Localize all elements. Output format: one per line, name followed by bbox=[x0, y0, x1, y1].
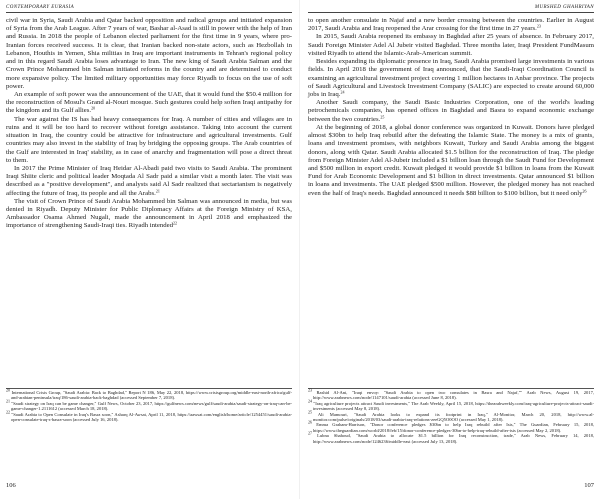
footnote: $^{21}$ "Saudi strategy on Iraq can be game changer," Gulf News, October 23, 2017, https://gulfnews.com/news/gulf/saudi-arabia/saudi-strategy-on-iraq-can-be-game-changer-1.2111612 (accessed March 18, 2018). bbox=[6, 398, 293, 412]
right-paragraph-1: to open another consulate in Najaf and a new border crossing between the countries. Earlier in August 2017, Saudi Arabia and Iraq reopened the Arar crossing for the first time in 27 years.$^{23}$ bbox=[308, 17, 594, 33]
left-paragraph-4: In 2017 the Prime Minister of Iraq Heidar Al-Abadi paid two visits to Saudi Arabia. The prominent Iraqi Shiite cleric and political leader Moqtada Al Sadr paid a similar visit a month later. The visit was described as a "positive development", and analysts said Al Sadr realized that sectarianism is negatively affecting the future of Iraq, its people and all the Arabs.$^{21}$ bbox=[6, 164, 292, 197]
left-paragraph-5: The visit of Crown Prince of Saudi Arabia Mohammed bin Salman was announced in media, but was denied in Riyadh. Deputy Minister for Public Diplomacy Affairs at the Foreign Ministry of KSA, Ambassador Osama Ahmed Nugali, made the announcement in April 2018 and emphasized the importance of strengthening Saudi-Iraqi ties. Riyadh intended$^{22}$ bbox=[6, 197, 292, 230]
footnote-ref: 21 bbox=[155, 188, 160, 194]
right-body-text bbox=[308, 17, 594, 198]
page-number-right: 107 bbox=[584, 482, 594, 489]
running-head-right: MURSHED GHAHRIYAN bbox=[308, 3, 594, 13]
footnote: $^{22}$ "Saudi Arabia to Open Consulate in Iraq's Basra soon," Asharq Al-Awsat, April 11, 2018, https://aawsat.com/english/home/article/1254451/saudi-arabia-open-consulate-iraq-s-basra-soon (accessed July 16, 2018). bbox=[6, 409, 293, 423]
running-head-left: CONTEMPORARY EURASIA bbox=[6, 3, 292, 13]
left-paragraph-3: The war against the IS has had heavy consequences for Iraq. A number of cities and villages are in ruins and it will be too hard to recover without foreign assistance. Taking into account the current situation in Iraq, the country could be attractive for infrastructure and agricultural investments. Gulf countries may also invest in the stability of Iraq by bridging the opposing groups. The Arab countries of the Gulf are interested in Iraq' stability, as in case of anarchy and fragmentation will pose a direct threat to them. bbox=[6, 115, 292, 164]
footnote-ref: 24 bbox=[340, 89, 345, 95]
footnote-ref: 20 bbox=[91, 105, 96, 111]
right-paragraph-3: Besides expanding its diplomatic presence in Iraq, Saudi Arabia promised large investments in various fields. In April 2018 the government of Iraq announced, that the Saudi-Iraqi Coordination Council is examining an agricultural investment project covering 1 million hectares in Anbar province. The projects of Saudi Agricultural and Livestock Investment Company (SALIC) are expected to create around 60,000 jobs in Iraq.$^{24}$ bbox=[308, 58, 594, 98]
right-page bbox=[300, 0, 600, 499]
footnote: $^{23}$ Rashid Al-Ani, "Iraqi envoy: "Saudi Arabia to open two consulates in Basra and Najaf,"" Arab News, August 19, 2017, http://www.arabnews.com/node/1147101/saudi-arabia (accessed June 8, 2018). bbox=[308, 387, 594, 401]
left-footnotes bbox=[6, 388, 292, 422]
right-paragraph-2: In 2015, Saudi Arabia reopened its embassy in Baghdad after 25 years of absence. In February 2017, Saudi Foreign Minister Adel Al Jubeir visited Baghdad. Three months later, Iraqi President FundMasum visited Riyadh to attend the Islamic-Arab-American summit. bbox=[308, 33, 594, 57]
footnote-ref: 23 bbox=[536, 23, 541, 29]
footnote: $^{27}$ Lubna Shahoud, "Saudi Arabia to allocate $1.5 billion for Iraq reconstruction, trade," Arab News, February 14, 2018, http://www.arabnews.com/node/1246236/middle-east (accessed July 13, 2018). bbox=[308, 430, 594, 444]
left-body-text bbox=[6, 17, 292, 231]
footnote-ref: 22 bbox=[173, 220, 178, 226]
left-paragraph-1: civil war in Syria, Saudi Arabia and Qatar backed opposition and radical groups and initiated expansion of Syria from the Arab League. After 7 years of war, Bashar al-Asad is still in power with the help of Iran and Russia. In 2018 the people of Lebanon elected parliament for the first time in 9 years, where pro-Iranian forces received success. It is clear, that Iranian backed non-state actors, such as Hezbollah in Lebanon, Houthis in Yemen, Shia militias in Iraq are important instruments in Tehran's regional policy and in this regard Saudi Arabia loses advantage to Iran. The new king of Saudi Arabia Salman and the Crown Prince Mohammed bin Salman initiated reforms in the country and are determined to conduct more expansive policy. The limited military opportunities may force Riyadh to focus on the use of soft power. bbox=[6, 17, 292, 90]
footnote-ref: 25 bbox=[380, 114, 385, 120]
footnote: $^{24}$ "Iraq agriculture projects attract Saudi investments," The Arab Weekly, April 15, 2018, https://thearabweekly.com/iraq-agriculture-projects-attract-saudi-investments (accessed May 8, 2018). bbox=[308, 398, 594, 412]
page-number-left: 106 bbox=[6, 482, 16, 489]
footnote: $^{25}$ Ali Mamouri, "Saudi Arabia looks to expand its footprint in Iraq," Al-Monitor, March 20, 2018, http://www.al-monitor.com/pulse/originals/2018/03/saudi-arabia-iraq-relations-zeeGQ5O0OO (accessed May 1, 2018). bbox=[308, 409, 594, 423]
footnote: $^{26}$ Emma Graham-Harrison, "Donor conference pledges $30bn to help Iraq rebuild after Isis," The Guardian, February 15, 2018, https://www.theguardian.com/world/2018/feb/15/donor-conference-pledges-30bn-to-help-iraq-rebuild-after-isis (accessed May 2, 2018). bbox=[308, 419, 594, 433]
right-paragraph-4: Another Saudi company, the Saudi Basic Industries Corporation, one of the world's leading petrochemicals companies, has opened offices in Baghdad and Basra to expand economic exchange between the two countries.$^{25}$ bbox=[308, 99, 594, 123]
right-paragraph-5: At the beginning of 2018, a global donor conference was organized in Kuwait. Donors have pledged almost $30bn to help Iraq rebuild after the defeating the Islamic State. The money is a mix of grants, loans and investment promises, with neighbors Kuwait, Turkey and Saudi Arabia among the biggest donors, along with Qatar. Saudi Arabia allocated $1.5 billion for the reconstruction of Iraq. The pledge from Foreign Minister Adel Al-Jubeir included a $1 billion loan through the Saudi Fund for Development and $500 million in export credit. Kuwait pledged it would provide $1 billion in loans from the Kuwait Fund for Arab Economic Development and $1 billion in direct investments. Qatar announced $1 billion in loans and investments. The UAE pledged $500 million. However, the pledged money has not reached even the half of Iraq's needs. Baghdad announced it needs $88 billion to $100 billion, but it need only$^{26}$ bbox=[308, 123, 594, 197]
right-footnotes bbox=[308, 388, 594, 444]
footnote-ref: 26 bbox=[582, 188, 587, 194]
left-paragraph-2: An example of soft power was the announcement of the UAE, that it would fund the $50.4 million for the reconstruction of Mosul's Grand al-Nouri mosque. Such gestures could help soften Iraqi antipathy for the kingdom and its Gulf allies.$^{20}$ bbox=[6, 90, 292, 115]
footnote: $^{20}$ International Crisis Group, "Saudi Arabia: Back to Baghdad," Report N 186, May 22, 2018, https://www.crisisgroup.org/middle-east-north-africa/gulf-and-arabian-peninsula/iraq/186-saudi-arabia-back-baghdad (accessed September 7, 2018). bbox=[6, 387, 293, 401]
